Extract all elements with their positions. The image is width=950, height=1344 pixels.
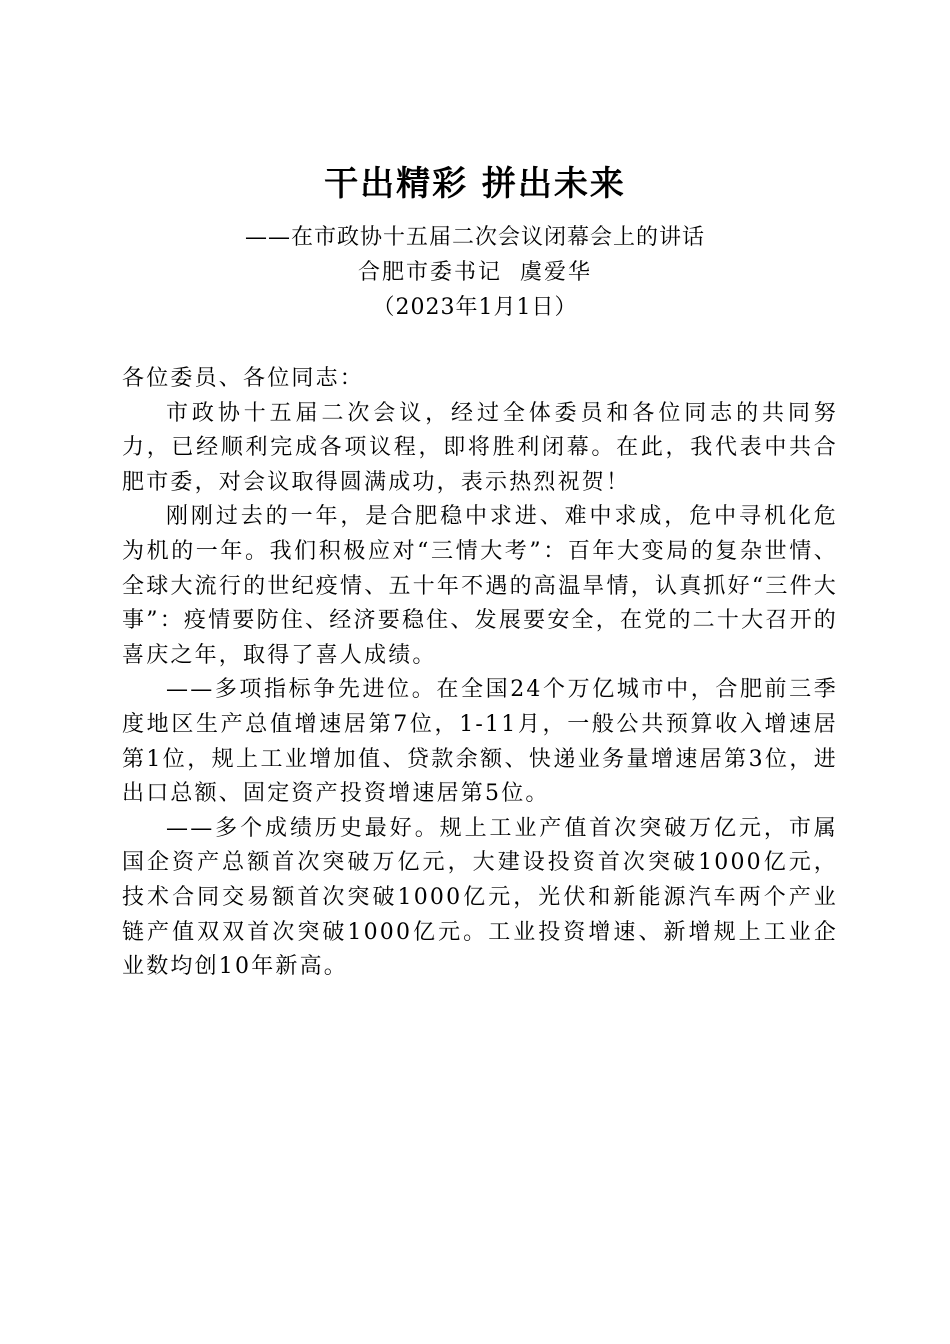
document-title: 干出精彩 拼出未来 xyxy=(324,164,626,204)
document-date: （2023年1月1日） xyxy=(372,295,578,320)
paragraph: ——多个成绩历史最好。规上工业产值首次突破万亿元，市属国企资产总额首次突破万亿元，大建设投资首次突破1000亿元，技术合同交易额首次突破1000亿元，光伏和新能源汽车两个产业链产值双双首次突破1000亿元。工业投资增速、新增规上工业企业数均创10年新高。 xyxy=(122,815,838,980)
paragraph: 刚刚过去的一年，是合肥稳中求进、难中求成，危中寻机化危为机的一年。我们积极应对“三情大考”：百年大变局的复杂世情、全球大流行的世纪疫情、五十年不遇的高温旱情，认真抓好“三件大事”：疫情要防住、经济要稳住、发展要安全，在党的二十大召开的喜庆之年，取得了喜人成绩。 xyxy=(122,504,838,668)
document-body xyxy=(122,362,838,985)
document-subtitle: ——在市政协十五届二次会议闭幕会上的讲话 xyxy=(244,225,705,250)
salutation: 各位委员、各位同志： xyxy=(122,366,365,391)
document-author: 合肥市委书记 虞爱华 xyxy=(358,260,592,285)
paragraph: ——多项指标争先进位。在全国24个万亿城市中，合肥前三季度地区生产总值增速居第7位，1-11月，一般公共预算收入增速居第1位，规上工业增加值、贷款余额、快递业务量增速居第3位，进出口总额、固定资产投资增速居第5位。 xyxy=(122,677,838,807)
paragraph: 市政协十五届二次会议，经过全体委员和各位同志的共同努力，已经顺利完成各项议程，即将胜利闭幕。在此，我代表中共合肥市委，对会议取得圆满成功，表示热烈祝贺！ xyxy=(122,400,838,495)
